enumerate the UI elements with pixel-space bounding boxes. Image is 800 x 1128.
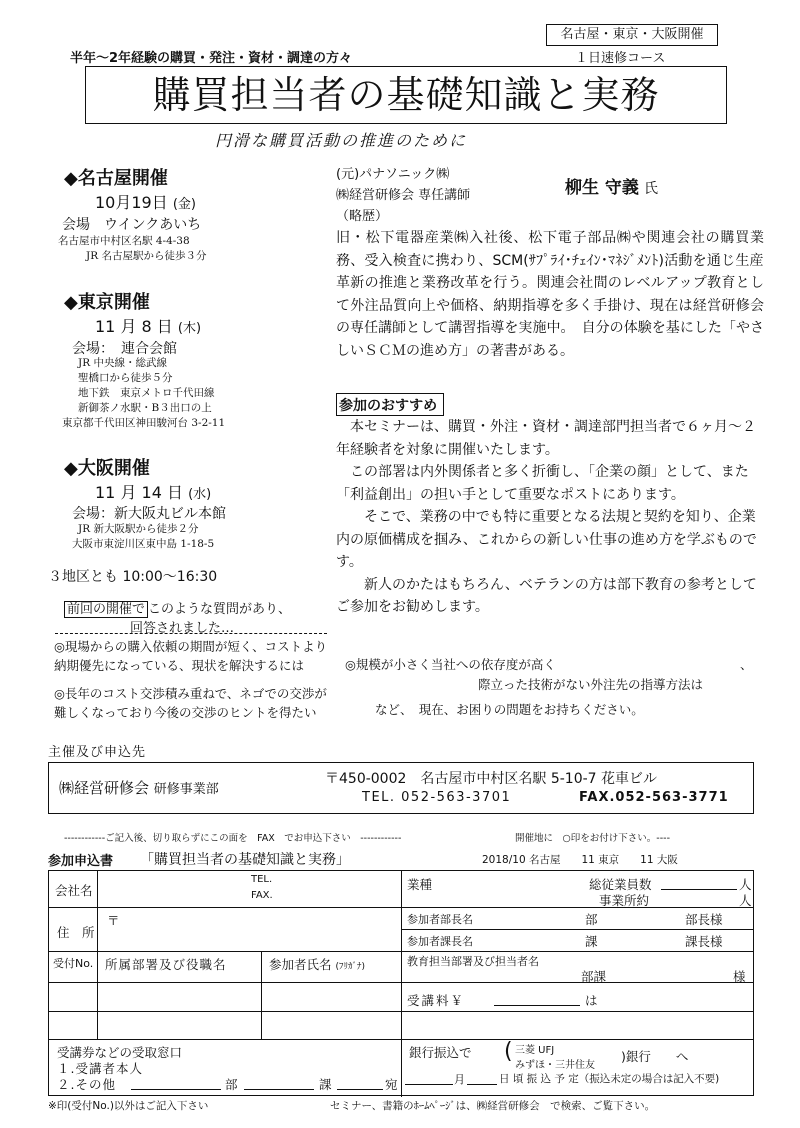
furigana-text: (ﾌﾘｶﾞﾅ) xyxy=(335,962,366,972)
transfer-day-field[interactable] xyxy=(467,1084,497,1085)
dept-position-field[interactable] xyxy=(105,984,257,1010)
bank-label: 銀行振込で xyxy=(409,1045,472,1060)
lecturer-affiliation: ㈱経営研修会 専任講師 xyxy=(336,188,471,203)
section-name-field[interactable] xyxy=(483,930,579,950)
organizer-address: 〒450-0002 名古屋市中村区名駅 5-10-7 花車ビル xyxy=(325,771,658,787)
venue-mark-note: 開催地に ○印をお付け下さい。---- xyxy=(515,833,671,844)
rule xyxy=(97,871,98,1039)
window-section-unit: 課 xyxy=(319,1077,332,1092)
organizer-company xyxy=(59,777,219,798)
bank-option-2[interactable]: みずほ・三井住友 xyxy=(515,1060,595,1071)
rule xyxy=(49,1011,401,1012)
access-line: 新御茶ノ水駅・B３出口の上 xyxy=(78,402,212,414)
rule xyxy=(49,951,401,952)
session-date xyxy=(95,480,211,503)
manager-dept-unit: 部 xyxy=(585,912,598,927)
industry-label: 業種 xyxy=(407,877,433,892)
footnote-right: セミナー、書籍のﾎｰﾑﾍﾟｰｼﾞは、㈱経営研修会 で検索、ご覧下さい。 xyxy=(330,1100,656,1112)
question-item: ◎規模が小さく当社への依存度が高く xyxy=(345,657,556,672)
company-dept: 研修事業部 xyxy=(153,782,219,797)
access: JR 名古屋駅から徒歩３分 xyxy=(86,250,207,262)
session-date xyxy=(95,190,196,213)
questions-heading-line2: 回答されました… xyxy=(130,621,235,636)
participant-label xyxy=(269,955,365,973)
window-option-1[interactable]: １.受講者本人 xyxy=(57,1061,143,1076)
day-text: (木) xyxy=(177,321,202,336)
day-text: (金) xyxy=(172,197,196,212)
address: 名古屋市中村区名駅 4-4-38 xyxy=(58,235,190,247)
offices-unit: 人 xyxy=(739,893,752,908)
footnote-left: ※印(受付No.)以外はご記入下さい xyxy=(48,1100,209,1112)
session-time: ３地区とも 10:00～16:30 xyxy=(48,569,218,585)
access-line: 地下鉄 東京メトロ千代田線 xyxy=(78,387,215,399)
access-line: 聖橋口から徒歩５分 xyxy=(78,372,173,384)
receipt-no-label: 受付No. xyxy=(53,957,94,970)
day-text: (水) xyxy=(188,487,212,502)
paragraph: この部署は内外関係者と多く折衝し、「企業の顔」として、また「利益創出」の担い手として重要なポストにあります。 xyxy=(336,464,749,503)
fee-field[interactable] xyxy=(494,1005,580,1006)
paragraph: 新人のかたはもちろん、ベテランの方は部下教育の参考としてご参加をお勧めします。 xyxy=(336,576,757,615)
application-form xyxy=(48,870,754,1096)
session-date xyxy=(95,314,201,337)
cut-note: ------------ご記入後、切り取らずにこの面を FAX でお申込下さい ------------ xyxy=(64,833,402,844)
date-text: 11 月 14 日 xyxy=(95,483,183,502)
rule xyxy=(401,871,402,1097)
offices-label: 事業所約 xyxy=(599,893,650,908)
target-audience: 半年～2年経験の購買・発注・資材・調達の方々 xyxy=(70,51,353,66)
company-label: 会社名 xyxy=(55,883,93,898)
venue-options[interactable]: 2018/10 名古屋 11 東京 11 大阪 xyxy=(482,854,678,866)
industry-field[interactable] xyxy=(439,873,549,905)
edu-label: 教育担当部署及び担当者名 xyxy=(407,955,539,968)
venue: 会場 ウインクあいち xyxy=(62,217,202,233)
address-field[interactable] xyxy=(105,909,399,951)
dept-position-label: 所属部署及び役職名 xyxy=(105,957,227,972)
address: 大阪市東淀川区東中島 1-18-5 xyxy=(72,538,215,550)
divider xyxy=(55,633,327,634)
fee-label: 受講料￥ xyxy=(407,993,466,1008)
questions-heading xyxy=(64,598,291,617)
section-label: 参加者課長名 xyxy=(407,935,473,948)
edu-title: 様 xyxy=(733,969,746,984)
session-heading: ◆名古屋開催 xyxy=(64,168,168,189)
organizer-label: 主催及び申込先 xyxy=(48,745,147,760)
manager-name-field[interactable] xyxy=(483,908,579,928)
organizer-tel: TEL. 052-563-3701 xyxy=(362,790,512,805)
rule xyxy=(401,982,753,983)
rule xyxy=(401,1011,753,1012)
paragraph: そこで、業務の中でも特に重要となる法規と契約を知り、企業内の原価構成を掴み、これからの新しい仕事の進め方を学ぶものです。 xyxy=(336,509,757,570)
access: JR 新大阪駅から徒歩２分 xyxy=(78,523,199,535)
venue: 会場： 連合会館 xyxy=(72,341,177,357)
recommendation-heading: 参加のおすすめ xyxy=(336,393,444,416)
postal-mark: 〒 xyxy=(107,913,120,928)
company-name: ㈱経営研修会 xyxy=(59,779,150,797)
question-item-comma: 、 xyxy=(740,657,753,672)
date-text: 11 月 8 日 xyxy=(95,317,173,336)
participant-name-field[interactable] xyxy=(265,1013,399,1038)
venue: 会場：新大阪丸ビル本館 xyxy=(72,506,226,522)
blank-line xyxy=(244,1089,314,1090)
access-line: JR 中央線・総武線 xyxy=(78,357,167,369)
edu-dept: 部課 xyxy=(581,969,607,984)
employees-unit: 人 xyxy=(739,877,752,892)
transfer-month-unit: 月 xyxy=(454,1073,465,1086)
window-dept-unit: 部 xyxy=(225,1077,238,1092)
address-label: 住 所 xyxy=(57,925,95,940)
transfer-month-field[interactable] xyxy=(405,1084,453,1085)
fee-unit: は xyxy=(585,993,598,1008)
participant-text: 参加者氏名 xyxy=(269,957,332,972)
section-unit: 課 xyxy=(585,934,598,949)
questions-heading-box: 前回の開催で xyxy=(64,601,148,618)
course-type: １日速修コース xyxy=(575,51,666,66)
fax-label: FAX. xyxy=(251,890,273,901)
form-label: 参加申込書 xyxy=(48,854,114,869)
window-to: 宛 xyxy=(385,1077,398,1092)
organizer-fax: FAX.052-563-3771 xyxy=(579,790,729,805)
recommendation-body xyxy=(336,416,764,619)
organizer-box xyxy=(48,762,754,814)
date-text: 10月19日 xyxy=(95,193,168,212)
honorific: 氏 xyxy=(644,181,659,197)
window-option-2[interactable]: ２.その他 xyxy=(57,1077,116,1092)
question-item: ◎現場からの購入依頼の期間が短く、コストより納期優先になっている、現状を解決するには xyxy=(54,639,328,673)
bank-suffix: )銀行 へ xyxy=(621,1049,689,1064)
blank-line xyxy=(337,1089,383,1090)
career-label: （略歴） xyxy=(336,209,389,224)
questions-heading-rest: このような質問があり、 xyxy=(148,602,292,617)
question-item: ◎長年のコスト交渉積み重ねで、ネゴでの交渉が難しくなっており今後の交渉のヒントを得たい xyxy=(54,686,327,720)
page-title: 購買担当者の基礎知識と実務 xyxy=(85,66,727,124)
lecturer-former: (元)パナソニック㈱ xyxy=(336,167,450,182)
lecturer-name xyxy=(565,173,658,198)
bank-option-1[interactable]: 三菱 UFJ xyxy=(515,1045,555,1056)
tel-label: TEL. xyxy=(251,874,273,885)
session-heading: ◆東京開催 xyxy=(64,292,150,313)
employees-label: 総従業員数 xyxy=(589,877,652,892)
rule xyxy=(49,982,401,983)
blank-line xyxy=(661,889,737,890)
session-heading: ◆大阪開催 xyxy=(64,458,150,479)
venue-badge: 名古屋・東京・大阪開催 xyxy=(546,24,718,46)
lecturer-career: 旧・松下電器産業㈱入社後、松下電子部品㈱や関連会社の購買業務、受入検査に携わり、SCM(ｻﾌﾟﾗｲ･ﾁｪｲﾝ･ﾏﾈｼﾞﾒﾝﾄ)活動を通じ生産革新の推進と業務改革を行う。関連会社間のレベルアップ教育として外注品質向上や価格、納期指導を多く手掛け、現在は経営研修会の専任講師として講習指導を実施中。 自分の体験を基にした「やさしいＳＣＭの進め方」の著書がある。 xyxy=(336,230,764,359)
form-title: 「購買担当者の基礎知識と実務」 xyxy=(140,852,350,868)
transfer-note: 日 頃 振 込 予 定（振込未定の場合は記入不要) xyxy=(499,1073,720,1085)
rule xyxy=(401,951,753,952)
section-title: 課長様 xyxy=(685,934,723,949)
dept-position-field[interactable] xyxy=(105,1013,257,1038)
name-text: 柳生 守義 xyxy=(565,178,639,198)
blank-line xyxy=(131,1089,221,1090)
paragraph: 本セミナーは、購買・外注・資材・調達部門担当者で６ヶ月～２年経験者を対象に開催いたします。 xyxy=(336,419,756,458)
manager-label: 参加者部長名 xyxy=(407,913,473,926)
address: 東京都千代田区神田駿河台 3-2-11 xyxy=(62,417,226,429)
question-closing: など、 現在、お困りの問題をお持ちください。 xyxy=(375,702,644,717)
subtitle: 円滑な購買活動の推進のために xyxy=(215,131,468,150)
question-item: 際立った技術がない外注先の指導方法は xyxy=(478,677,704,692)
rule xyxy=(49,907,401,908)
participant-name-field[interactable] xyxy=(265,984,399,1010)
bank-paren: ( xyxy=(504,1039,513,1064)
rule xyxy=(261,951,262,1039)
window-label: 受講券などの受取窓口 xyxy=(57,1045,183,1060)
manager-title: 部長様 xyxy=(685,912,723,927)
